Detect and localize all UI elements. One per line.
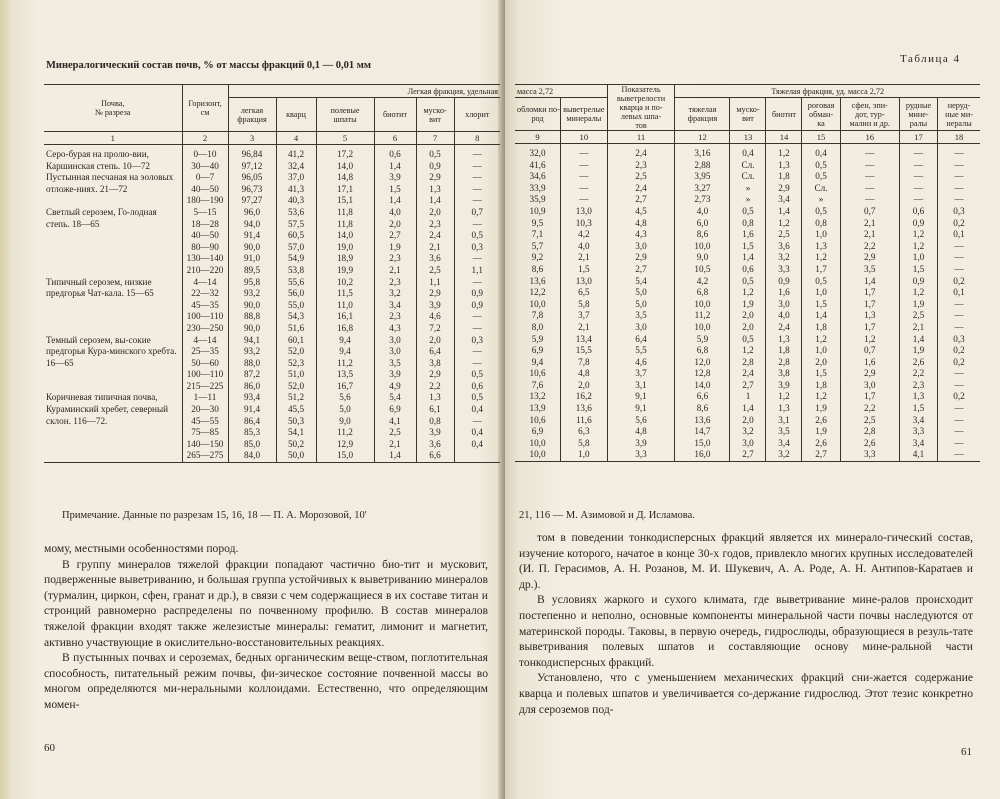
colnum: 13	[730, 131, 766, 144]
hdr-soil: Почва, № разреза	[44, 85, 182, 132]
cell-hornblende: 0,5 0,8 1,0 1,3 1,2 1,7	[802, 206, 840, 276]
cell-indicator: 2,5 2,4 2,7	[607, 171, 675, 206]
page-number: 61	[961, 746, 972, 758]
cell-indicator: 9,1 9,1 5,6 4,8 3,9 3,3	[607, 391, 675, 461]
cell-quartz: 37,0 41,3 40,3	[276, 172, 316, 207]
cell-biotite: 5,4 6,9 4,1 2,5 2,1 1,4	[374, 392, 416, 462]
hdr-muscovite: муско- вит	[730, 98, 766, 131]
cell-ore: 0,6 0,9 1,2 1,2 1,0 1,5	[899, 206, 937, 276]
soil-name: Серо-бурая на пролю-вии, Каршинская степь. 10—72	[46, 149, 151, 171]
hdr-biotite: биотит	[374, 98, 416, 132]
cell-muscovite: 2,9 1,3 1,4	[416, 172, 454, 207]
cell-light: 94,1 93,2 88,0 87,2 86,0	[228, 335, 276, 393]
cell-biotite: 1,8 2,9 3,4	[766, 171, 802, 206]
cell-light: 96,0 94,0 91,4 90,0 91,0 89,5	[228, 207, 276, 277]
cell-light: 93,4 91,4 86,4 85,3 85,0 84,0	[228, 392, 276, 462]
cell-muscovite: 0,5 1,2 1,9 2,0 2,0	[730, 276, 766, 334]
colnum: 4	[276, 132, 316, 145]
cell-hornblende: 1,2 1,0 2,0 1,5 1,8	[802, 334, 840, 392]
cell-biotite: 1,4 1,2 2,5 3,6 3,2 3,3	[766, 206, 802, 276]
table-row	[44, 392, 500, 462]
cell-feldspar: 5,6 5,0 9,0 11,2 12,9 15,0	[316, 392, 374, 462]
table-row	[515, 276, 980, 334]
cell-hornblende: 0,5 Сл. »	[802, 171, 840, 206]
cell-light: 96,84 97,12	[228, 145, 276, 173]
cell-biotite: 3,0 3,0 3,5 3,9 4,9	[374, 335, 416, 393]
colnum: 18	[938, 131, 980, 144]
cell-hornblende: 0,4 0,5	[802, 144, 840, 172]
colnum: 16	[840, 131, 899, 144]
colnum: 14	[766, 131, 802, 144]
hdr-light-group: Легкая фракция, удельная	[228, 85, 500, 98]
cell-muscovite: 2,0 6,4 3,8 2,9 2,2	[416, 335, 454, 393]
table-note-continued: 21, 116 — М. Азимовой и Д. Исламова.	[519, 510, 695, 521]
cell-sphene: — — —	[840, 171, 899, 206]
cell-chlorite: 0,3 — — 0,5 0,6	[454, 335, 500, 393]
table-row	[44, 145, 500, 173]
cell-feldspar: 9,4 9,4 11,2 13,5 16,7	[316, 335, 374, 393]
table-row	[44, 207, 500, 277]
paragraph: том в поведении тонкодисперсных фракций является их минерало-гический состав, изучение которого, начатое в конце 30-х годов, привлекло многих крупных исследователей (И. П. Герасимов, А. Н. Розанов, М. И. Шукевич, А. А. Роде, А. Н. Антипов-Каратаев и др.).	[519, 531, 973, 591]
hdr-ore: рудные мине- ралы	[899, 98, 937, 131]
cell-heavy: 3,16 2,88	[675, 144, 730, 172]
cell-biotite: 1,2 1,3 3,1 3,5 3,4 3,2	[766, 391, 802, 461]
hdr-indicator: Показатель выветрелости кварца и по- левых шпа- тов	[607, 85, 675, 131]
colnum: 2	[182, 132, 228, 145]
cell-weathered: — —	[561, 144, 608, 172]
cell-horizon: 5—15 18—28 40—50 80—90 130—140 210—220	[182, 207, 228, 277]
cell-rock-fragments: 13,2 13,9 10,6 6,9 10,0 10,0	[515, 391, 561, 461]
paragraph: В группу минералов тяжелой фракции попадают частично био-тит и мусковит, подверженные выветриванию, и большая группа устойчивых к выветриванию минералов (турмалин, циркон, сфен, гранат и др.), в связи с чем содержащиеся в их составе титан и стронций равномерно распределены по почвенному профилю. В состав минералов тяжелой фракции входят также железистые минералы: гематит, лимонит и магнетит, активно участвующие в окислительно-восстановительных реакциях.	[44, 557, 488, 649]
cell-feldspar: 10,2 11,5 11,0 16,1 16,8	[316, 277, 374, 335]
cell-light: 96,05 96,73 97,27	[228, 172, 276, 207]
cell-rock-fragments: 5,9 6,9 9,4 10,6 7,6	[529, 333, 546, 390]
table-row	[44, 172, 500, 207]
cell-horizon: 0—7 40—50 180—190	[182, 172, 228, 207]
left-body-text	[44, 541, 488, 713]
hdr-nonore: неруд- ные ми- нералы	[938, 98, 980, 131]
table-row	[515, 206, 980, 276]
cell-biotite: 1,2 1,3	[766, 144, 802, 172]
cell-chlorite: 0,7 — 0,5 0,3 — 1,1	[454, 207, 500, 277]
table-row	[44, 277, 500, 335]
colnum: 3	[228, 132, 276, 145]
cell-biotite: 0,6 1,4	[374, 145, 416, 173]
cell-chlorite: — 0,9 0,9 — —	[454, 277, 500, 335]
colnum: 1	[44, 132, 182, 145]
cell-feldspar: 11,8 11,8 14,0 19,0 18,9 19,9	[316, 207, 374, 277]
cell-sphene: 1,4 1,7 1,7 1,3 1,7	[840, 276, 899, 334]
cell-sphene: 0,7 2,1 2,1 2,2 2,9 3,5	[840, 206, 899, 276]
table-label: Таблица 4	[900, 53, 961, 65]
table-row	[515, 391, 980, 461]
cell-nonore: 0,2 — — — — —	[938, 391, 980, 461]
colnum: 11	[607, 131, 675, 144]
hdr-quartz: кварц	[276, 98, 316, 132]
soil-name: Коричневая типичная почва, Кураминский хребет, северный склон. 116—72.	[44, 392, 182, 462]
cell-sphene: 1,2 0,7 1,6 2,9 3,0	[840, 334, 899, 392]
cell-biotite: 0,9 1,6 3,0 4,0 2,4	[766, 276, 802, 334]
cell-rock-fragments: 10,9 9,5 7,1 5,7 9,2 8,6	[529, 205, 546, 274]
colnum: 10	[561, 131, 608, 144]
cell-quartz: 53,6 57,5 60,5 57,0 54,9 53,8	[276, 207, 316, 277]
cell-feldspar: 17,2 14,0	[316, 145, 374, 173]
cell-weathered: 13,0 10,3 4,2 4,0 2,1 1,5	[561, 206, 608, 276]
table-row	[44, 335, 500, 393]
hdr-muscovite: муско- вит	[416, 98, 454, 132]
cell-indicator: 6,4 5,5 4,6 3,7 3,1	[607, 334, 675, 392]
cell-nonore: — —	[938, 144, 980, 172]
table-note: Примечание. Данные по разрезам 15, 16, 18 — П. А. Морозовой, 10'	[62, 510, 367, 521]
table-row	[515, 334, 980, 392]
cell-horizon: 1—11 20—30 45—55 75—85 140—150 265—275	[182, 392, 228, 462]
cell-ore: 1,4 1,9 2,6 2,2 2,3	[899, 334, 937, 392]
hdr-mass: масса 2,72	[515, 85, 607, 98]
cell-muscovite: 1,3 6,1 0,8 3,9 3,6 6,6	[416, 392, 454, 462]
hdr-biotite: биотит	[766, 98, 802, 131]
table-caption: Минералогический состав почв, % от массы фракций 0,1 — 0,01 мм	[46, 60, 372, 71]
soil-name: Типичный серозем, низкие предгорья Чат-кала. 15—65	[46, 276, 154, 299]
cell-quartz: 51,2 45,5 50,3 54,1 50,2 50,0	[276, 392, 316, 462]
cell-heavy: 5,9 6,8 12,0 12,8 14,0	[675, 334, 730, 392]
cell-nonore: 0,3 0,2 0,2 — —	[938, 334, 980, 392]
cell-weathered: 13,0 6,5 5,8 3,7 2,1	[561, 276, 608, 334]
cell-quartz: 55,6 56,0 55,0 54,3 51,6	[276, 277, 316, 335]
cell-chlorite: 0,5 0,4 — 0,4 0,4	[454, 392, 500, 462]
cell-heavy: 3,95 3,27 2,73	[675, 171, 730, 206]
colnum: 9	[515, 131, 561, 144]
cell-rock-fragments: 32,0 41,6	[529, 148, 546, 170]
cell-weathered: 16,2 13,6 11,6 6,3 5,8 1,0	[561, 391, 608, 461]
hdr-hornblende: роговая обман- ка	[802, 98, 840, 131]
paragraph: В пустынных почвах и сероземах, бедных органическим веще-ством, поглотительная способность, питательный режим почвы, фи-зическое состояние почвенной массы во многом определяются ми-неральными коллоидами. Естественно, что определяющим момен-	[44, 651, 488, 711]
soil-name: Пустынная песчаная на эоловых отложе-ниях. 21—72	[46, 172, 174, 194]
right-page	[505, 0, 1000, 799]
cell-indicator: 2,4 2,3	[607, 144, 675, 172]
cell-quartz: 60,1 52,0 52,3 51,0 52,0	[276, 335, 316, 393]
left-table	[44, 84, 500, 463]
cell-heavy: 4,2 6,8 10,0 11,2 10,0	[675, 276, 730, 334]
cell-ore: — —	[899, 144, 937, 172]
table-row	[515, 144, 980, 172]
cell-indicator: 4,5 4,8 4,3 3,0 2,9 2,7	[607, 206, 675, 276]
hdr-horizon: Горизонт, см	[182, 85, 228, 132]
cell-muscovite: Сл. » »	[730, 171, 766, 206]
colnum: 15	[802, 131, 840, 144]
cell-hornblende: 0,5 1,0 1,5 1,4 1,8	[802, 276, 840, 334]
colnum: 17	[899, 131, 937, 144]
paragraph: В условиях жаркого и сухого климата, где выветривание мине-ралов происходит постепенно и неполно, основные компоненты минеральной части почвы наследуются от материнской породы. Таковы, в первую очередь, гидрослюды, образующиеся в резуль-тате выветривания полевых шпатов и составляющие основу мине-ральной части тонкодисперсных фракций.	[519, 593, 973, 669]
cell-muscovite: 1 1,4 2,0 3,2 3,0 2,7	[730, 391, 766, 461]
colnum: 6	[374, 132, 416, 145]
hdr-heavy-group: Тяжелая фракция, уд. масса 2,72	[675, 85, 980, 98]
cell-ore: 0,9 1,2 1,9 2,5 2,1	[899, 276, 937, 334]
cell-light: 95,8 93,2 90,0 88,8 90,0	[228, 277, 276, 335]
cell-biotite: 1,3 1,8 2,8 3,8 3,9	[766, 334, 802, 392]
hdr-feldspar: полевые шпаты	[316, 98, 374, 132]
cell-muscovite: 0,5 1,2 2,8 2,4 2,7	[730, 334, 766, 392]
cell-ore: — — —	[899, 171, 937, 206]
cell-heavy: 6,6 8,6 13,6 14,7 15,0 16,0	[675, 391, 730, 461]
cell-indicator: 5,4 5,0 5,0 3,5 3,0	[607, 276, 675, 334]
page-number: 60	[44, 742, 55, 754]
cell-horizon: 4—14 22—32 45—35 100—110 230—250	[182, 277, 228, 335]
cell-rock-fragments: 13,6 12,2 10,0 7,8 8,0	[529, 275, 546, 332]
cell-muscovite: 0,4 Сл.	[730, 144, 766, 172]
cell-rock-fragments: 34,6 33,9 35,9	[529, 171, 546, 205]
colnum: 7	[416, 132, 454, 145]
soil-name: Светлый серозем, Го-лодная степь. 18—65	[46, 206, 157, 229]
cell-nonore: 0,2 0,1 — — —	[938, 276, 980, 334]
hdr-rock-fragments: обломки по- род	[515, 98, 561, 131]
hdr-chlorite: хлорит	[454, 98, 500, 132]
colnum: 12	[675, 131, 730, 144]
paragraph: мому, местными особенностями пород.	[44, 542, 239, 555]
cell-muscovite: 1,1 2,9 3,9 4,6 7,2	[416, 277, 454, 335]
cell-muscovite: 0,5 0,8 1,6 1,5 1,4 0,6	[730, 206, 766, 276]
cell-weathered: 13,4 15,5 7,8 4,8 2,0	[561, 334, 608, 392]
cell-hornblende: 1,2 1,9 2,6 1,9 2,6 2,7	[802, 391, 840, 461]
cell-nonore: — — —	[938, 171, 980, 206]
cell-sphene: — —	[840, 144, 899, 172]
cell-biotite: 4,0 2,0 2,7 1,9 2,3 2,1	[374, 207, 416, 277]
cell-chlorite: — —	[454, 145, 500, 173]
colnum: 8	[454, 132, 500, 145]
cell-nonore: 0,3 0,2 0,1 — — —	[938, 206, 980, 276]
right-body-text	[519, 530, 973, 717]
cell-chlorite: — — —	[454, 172, 500, 207]
paragraph: Установлено, что с уменьшением механических фракций сни-жается содержание кварца и полевых шпатов и увеличивается со-держание гидрослюд. Этот тезис конкретно для сероземов под-	[519, 671, 973, 716]
hdr-weathered: выветрелые минералы	[561, 98, 608, 131]
cell-quartz: 41,2 32,4	[276, 145, 316, 173]
cell-weathered: — — —	[561, 171, 608, 206]
cell-biotite: 3,9 1,5 1,4	[374, 172, 416, 207]
cell-horizon: 0—10 30—40	[182, 145, 228, 173]
hdr-heavy: тяжелая фракция	[675, 98, 730, 131]
table-row	[515, 171, 980, 206]
hdr-light: легкая фракция	[228, 98, 276, 132]
cell-biotite: 2,3 3,2 3,4 2,3 4,3	[374, 277, 416, 335]
colnum: 5	[316, 132, 374, 145]
hdr-sphene: сфен, эпи- дот, тур- малин и др.	[840, 98, 899, 131]
soil-name: Темный серозем, вы-сокие предгорья Кура-минского хребта. 16—65	[46, 334, 177, 368]
cell-muscovite: 2,0 2,3 2,4 2,1 3,6 2,5	[416, 207, 454, 277]
cell-sphene: 1,7 2,2 2,5 2,8 2,6 3,3	[840, 391, 899, 461]
cell-muscovite: 0,5 0,9	[416, 145, 454, 173]
cell-feldspar: 14,8 17,1 15,1	[316, 172, 374, 207]
cell-heavy: 4,0 6,0 8,6 10,0 9,0 10,5	[675, 206, 730, 276]
cell-horizon: 4—14 25—35 50—60 100—110 215—225	[182, 335, 228, 393]
cell-ore: 1,3 1,5 3,4 3,3 3,4 4,1	[899, 391, 937, 461]
right-table	[515, 84, 980, 462]
